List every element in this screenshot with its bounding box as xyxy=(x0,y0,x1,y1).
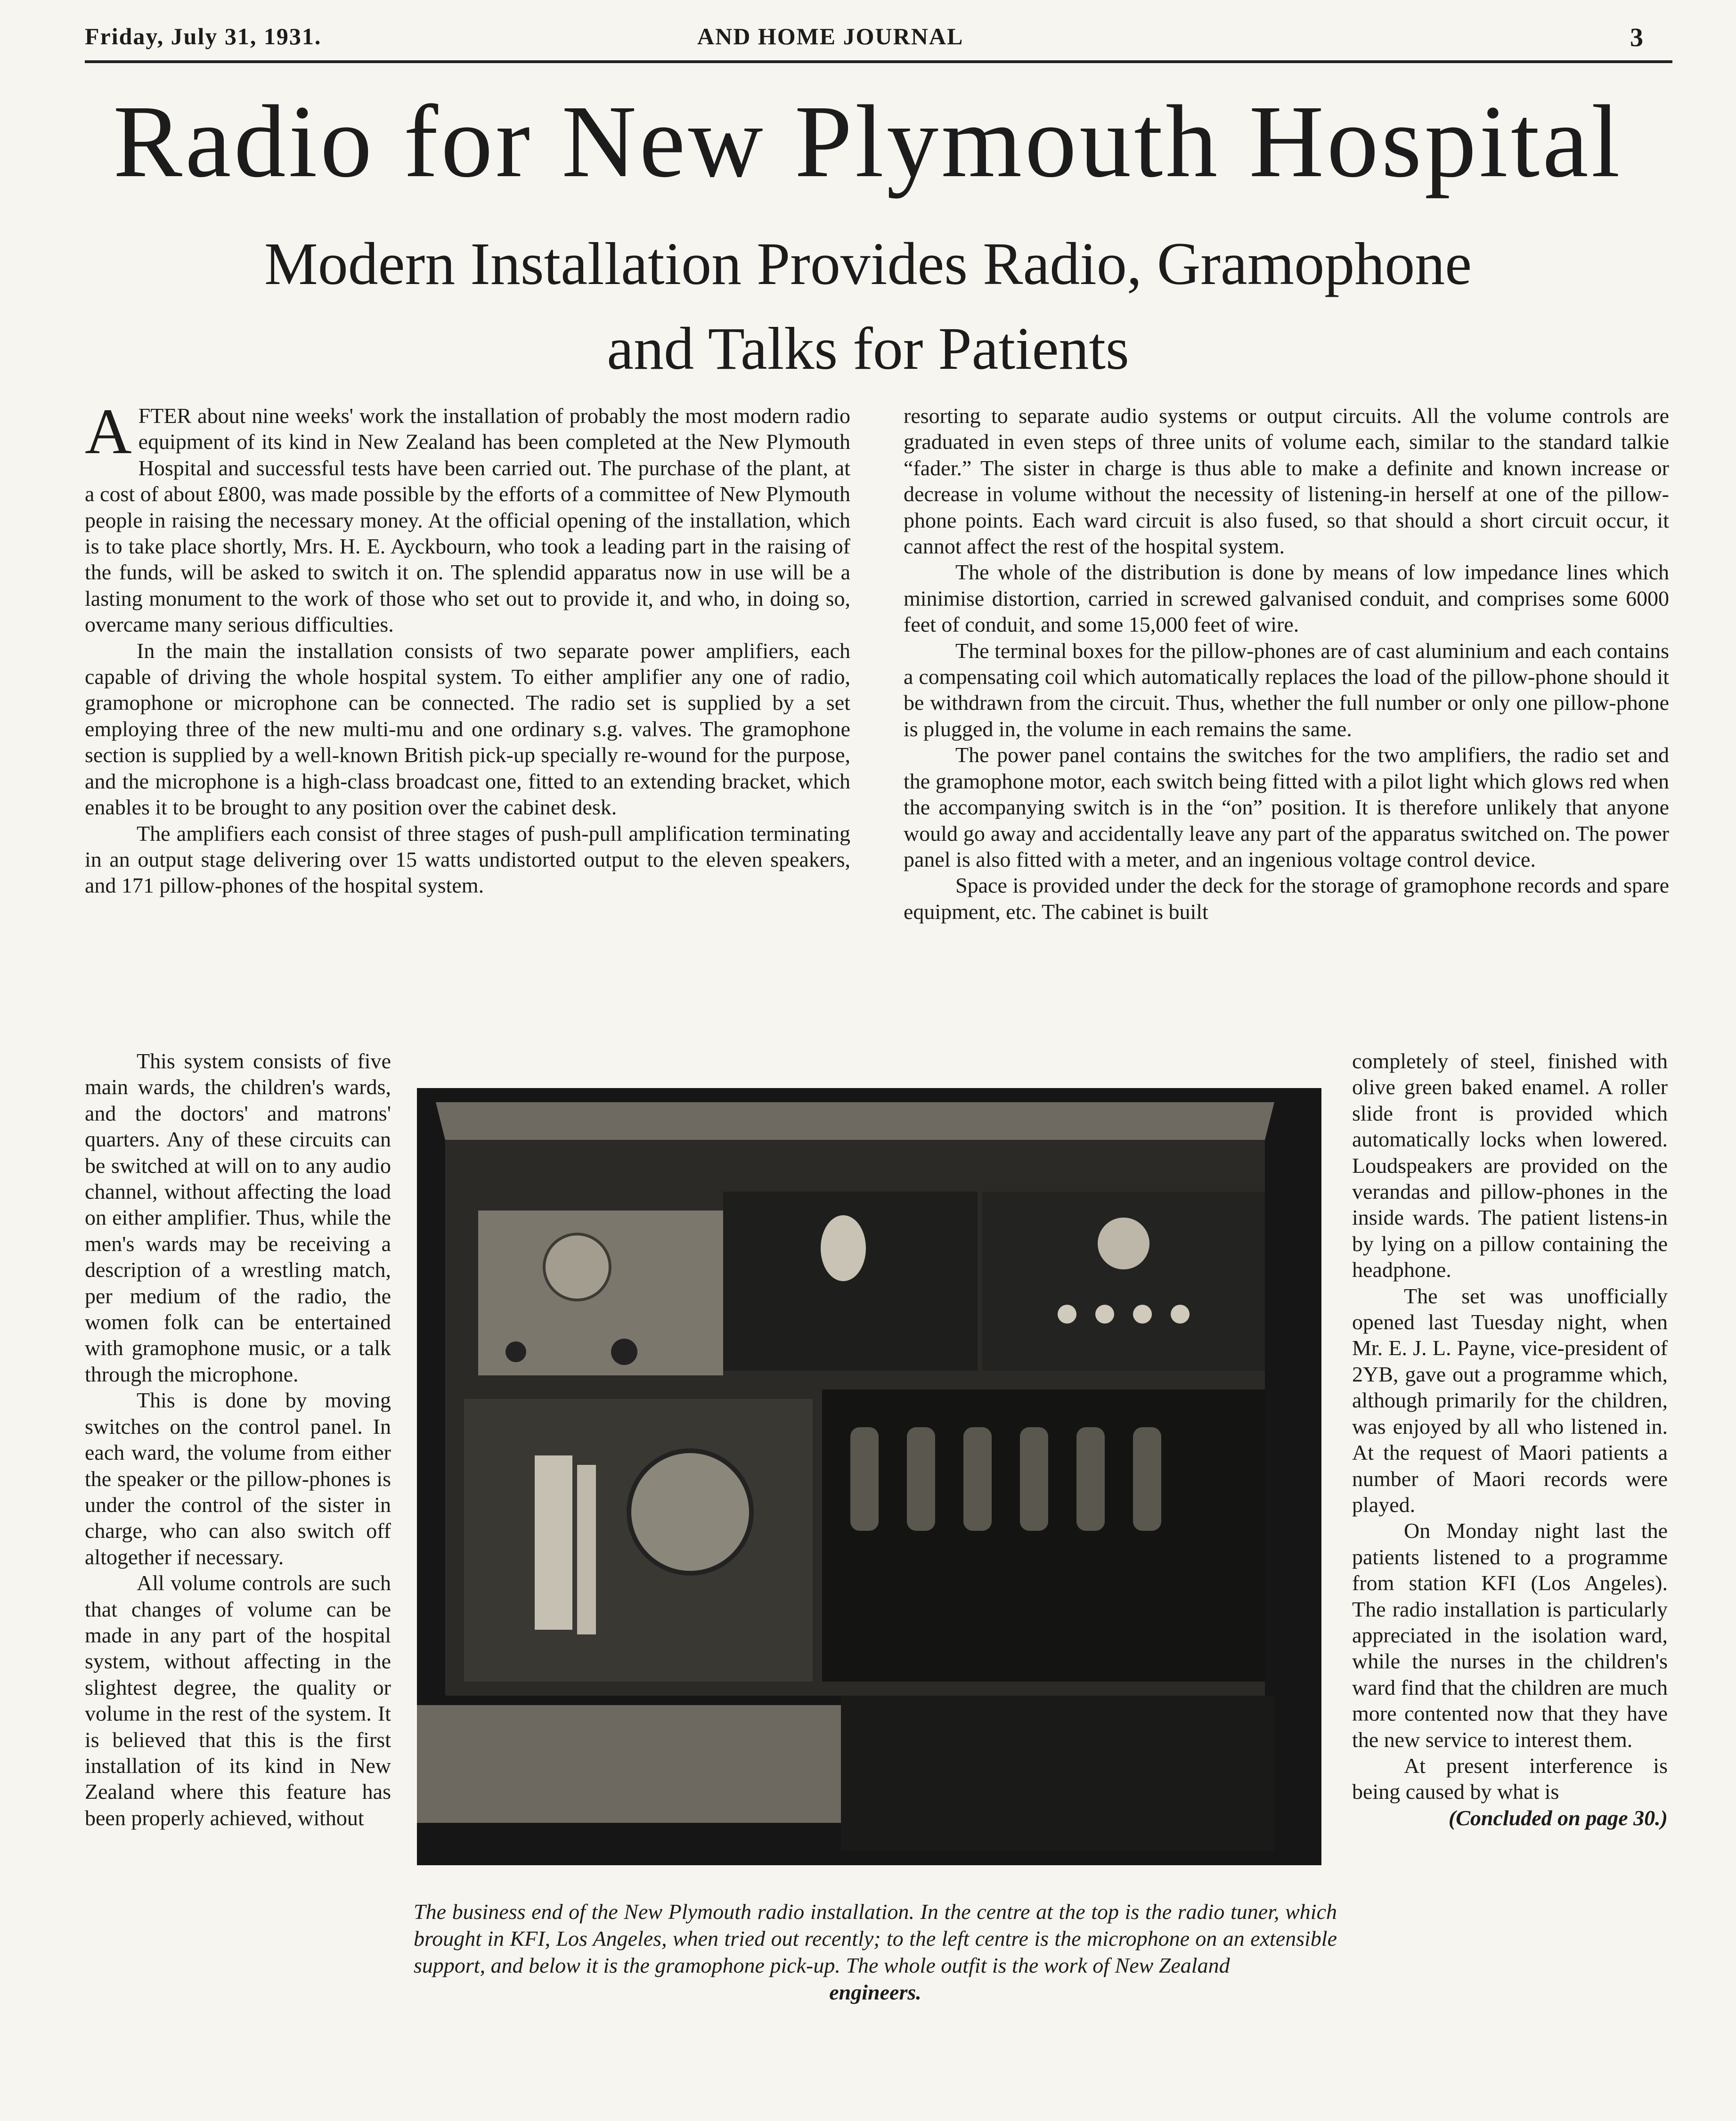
drop-cap: A xyxy=(85,403,132,467)
paragraph: On Monday night last the patients listened to a programme from station KFI (Los Angeles). The radio installation is particularly appreciated in the isolation ward, while the nurses in the children's ward find that the children are much more contented now that they have the new service to interest them. xyxy=(1352,1519,1668,1752)
headline: Radio for New Plymouth Hospital xyxy=(113,84,1623,199)
paragraph-text: FTER about nine weeks' work the installation of probably the most modern radio equipment of its kind in New Zealand has been completed at the New Plymouth Hospital and successful tests have been carried out. The purchase of the plant, at a cost of about £800, was made possible by the efforts of a committee of New Plymouth people in raising the necessary money. At the official opening of the installation, which is to take place shortly, Mrs. H. E. Ayckbourn, who took a leading part in the raising of the funds, will be asked to switch it on. The splendid apparatus now in use will be a lasting monument to the work of those who set out to provide it, and who, in doing so, overcame many serious difficulties. xyxy=(85,404,850,637)
caption-last-word: engineers. xyxy=(829,1980,921,2004)
photo-illustration xyxy=(417,1088,1321,1865)
article-column-1 xyxy=(85,403,850,1057)
article-column-left xyxy=(85,1048,391,2037)
photo-caption xyxy=(414,1898,1337,2006)
caption-text: The business end of the New Plymouth radio installation. In the centre at the top is the radio tuner, which brought in KFI, Los Angeles, when tried out recently; to the left centre is the microphone on an extensible support, and below it is the gramophone pick-up. The whole outfit is the work of New Zealand xyxy=(414,1900,1337,1977)
article-column-2 xyxy=(904,403,1669,1069)
paragraph xyxy=(85,403,850,638)
paragraph: resorting to separate audio systems or output circuits. All the volume controls are graduated in even steps of three units of volume each, similar to the standard talkie “fader.” The sister in charge is thus able to make a definite and known increase or decrease in volume without the necessity of listening-in herself at one of the pillow-phone points. Each ward circuit is also fused, so that should a short circuit occur, it cannot affect the rest of the hospital system. xyxy=(904,404,1669,559)
extending-bracket xyxy=(535,1455,572,1630)
subheadline-line-2: and Talks for Patients xyxy=(607,315,1129,382)
microphone xyxy=(821,1215,866,1281)
radio-cabinet-photo xyxy=(417,1088,1321,1865)
cabinet-lid xyxy=(436,1102,1274,1140)
tuner-dial xyxy=(544,1234,610,1300)
paragraph: The terminal boxes for the pillow-phones are of cast aluminium and each contains a compensating coil which automatically replaces the load of the pillow-phone should it be withdrawn from the circuit. Thus, whether the full number or only one pillow-phone is plugged in, the volume in each remains the same. xyxy=(904,638,1669,741)
tuner-knob-right xyxy=(611,1339,637,1365)
subheadline xyxy=(0,221,1736,391)
paragraph: completely of steel, finished with olive green baked enamel. A roller slide front is provided which automatically locks when lowered. Loudspeakers are provided on the verandas and pillow-phones in the inside wards. The patient listens-in by lying on a pillow containing the headphone. xyxy=(1352,1049,1668,1282)
panel-meter xyxy=(1098,1218,1149,1269)
page-number: 3 xyxy=(1630,23,1644,52)
issue-date: Friday, July 31, 1931. xyxy=(85,23,322,49)
journal-name: AND HOME JOURNAL xyxy=(697,23,964,49)
pickup-unit xyxy=(629,1451,751,1573)
paragraph: The power panel contains the switches for the two amplifiers, the radio set and the gramophone motor, each switch being fitted with a pilot light which glows red when the accompanying switch is in the “on” position. It is therefore unlikely that anyone would go away and accidentally leave any part of the apparatus switched on. The power panel is also fitted with a meter, and an ingenious voltage control device. xyxy=(904,743,1669,871)
paragraph: This system consists of five main wards, the children's wards, and the doctors' and matrons' quarters. Any of these circuits can be switched at will on to any audio channel, without affecting the load on either amplifier. Thus, while the men's wards may be receiving a description of a wrestling match, per medium of the radio, the women folk can be entertained with gramophone music, or a talk through the microphone. xyxy=(85,1049,391,1386)
paragraph: Space is provided under the deck for the storage of gramophone records and spare equipment, etc. The cabinet is built xyxy=(904,873,1669,924)
paragraph: At present interference is being caused by what is xyxy=(1352,1753,1668,1804)
continued-note: (Concluded on page 30.) xyxy=(1448,1805,1668,1830)
header-rule xyxy=(85,60,1672,63)
paragraph: The whole of the distribution is done by means of low impedance lines which minimise distortion, carried in screwed galvanised conduit, and comprises some 6000 feet of conduit, and some 15,000 feet of wire. xyxy=(904,560,1669,637)
paragraph: In the main the installation consists of two separate power amplifiers, each capable of driving the whole hospital system. To either amplifier any one of radio, gramophone or microphone can be connected. The radio set is supplied by a set employing three of the new multi-mu and one ordinary s.g. valves. The gramophone section is supplied by a well-known British pick-up specially re-wound for the purpose, and the microphone is a high-class broadcast one, fitted to an extending bracket, which enables it to be brought to any position over the cabinet desk. xyxy=(85,638,850,820)
paragraph: The set was unofficially opened last Tuesday night, when Mr. E. J. L. Payne, vice-president of 2YB, gave out a programme which, although primarily for the children, was enjoyed by all who listened in. At the request of Maori patients a number of Maori records were played. xyxy=(1352,1284,1668,1517)
paragraph: The amplifiers each consist of three stages of push-pull amplification terminating in an output stage delivering over 15 watts undistorted output to the eleven speakers, and 171 pillow-phones of the hospital system. xyxy=(85,821,850,898)
paragraph: All volume controls are such that changes of volume can be made in any part of the hospital system, without affecting in the slightest degree, the quality or volume in the rest of the system. It is believed that this is the first installation of its kind in New Zealand where this feature has been properly achieved, without xyxy=(85,1571,391,1830)
subheadline-line-1: Modern Installation Provides Radio, Gramophone xyxy=(264,230,1472,297)
paragraph: This is done by moving switches on the control panel. In each ward, the volume from either the speaker or the pillow-phones is under the control of the sister in charge, who can also switch off altogether if necessary. xyxy=(85,1388,391,1569)
roller-slide-deck xyxy=(417,1705,850,1823)
storage-space xyxy=(841,1696,1274,1851)
article-column-right xyxy=(1352,1048,1668,2028)
tuner-knob-left xyxy=(505,1341,526,1362)
